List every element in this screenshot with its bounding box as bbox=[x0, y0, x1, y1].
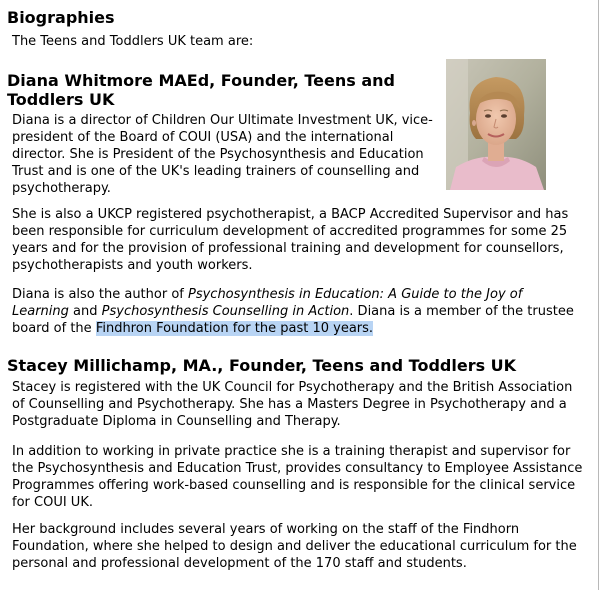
diana-name-heading: Diana Whitmore MAEd, Founder, Teens and Toddlers UK bbox=[7, 71, 395, 109]
diana-bio-paragraph-2: She is also a UKCP registered psychotherapist, a BACP Accredited Supervisor and has been responsible for curriculum development of accredited programmes for some 25 years and for the provision of professional training and development for counsellors, psychotherapists and youth workers. bbox=[12, 207, 569, 273]
page-title: Biographies bbox=[7, 8, 115, 27]
diana-bio-text: and bbox=[68, 304, 102, 319]
stacey-bio-paragraph-3: Her background includes several years of working on the staff of the Findhorn Foundation, where she helped to design and deliver the educational curriculum for the personal and professional development of the 170 staff and students. bbox=[12, 522, 577, 571]
diana-bio-text: . Diana is a member of the trustee board of the bbox=[12, 304, 574, 336]
diana-bio-paragraph-1: Diana is a director of Children Our Ultimate Investment UK, vice-president of the Board of COUI (USA) and the international director. She is President of the Psychosynthesis and Education Trust and is one of the UK's leading trainers of counselling and psychotherapy. bbox=[12, 113, 433, 196]
book-title-psychosynthesis-counselling: Psychosynthesis Counselling in Action bbox=[101, 304, 350, 319]
diana-portrait-photo bbox=[446, 59, 546, 190]
stacey-bio-paragraph-2: In addition to working in private practice she is a training therapist and supervisor for the Psychosynthesis and Education Trust, provides consultancy to Employee Assistance Programmes offering work-based counselling and is responsible for the clinical service for COUI UK. bbox=[12, 444, 583, 510]
page-edge-divider bbox=[598, 0, 599, 590]
selected-text-highlight[interactable]: Findhron Foundation for the past 10 years. bbox=[95, 321, 374, 336]
stacey-name-heading: Stacey Millichamp, MA., Founder, Teens and Toddlers UK bbox=[7, 356, 517, 375]
book-title-psychosynthesis-in-education: Psychosynthesis in Education: A Guide to the Joy of Learning bbox=[12, 287, 523, 319]
diana-bio-paragraph-3 bbox=[12, 286, 582, 337]
diana-bio-text: Diana is also the author of bbox=[12, 287, 188, 302]
stacey-bio-paragraph-1: Stacey is registered with the UK Council for Psychotherapy and the British Association of Counselling and Psychotherapy. She has a Masters Degree in Psychotherapy and a Postgraduate Diploma in Counselling and Therapy. bbox=[12, 380, 573, 429]
intro-text: The Teens and Toddlers UK team are: bbox=[12, 34, 254, 49]
